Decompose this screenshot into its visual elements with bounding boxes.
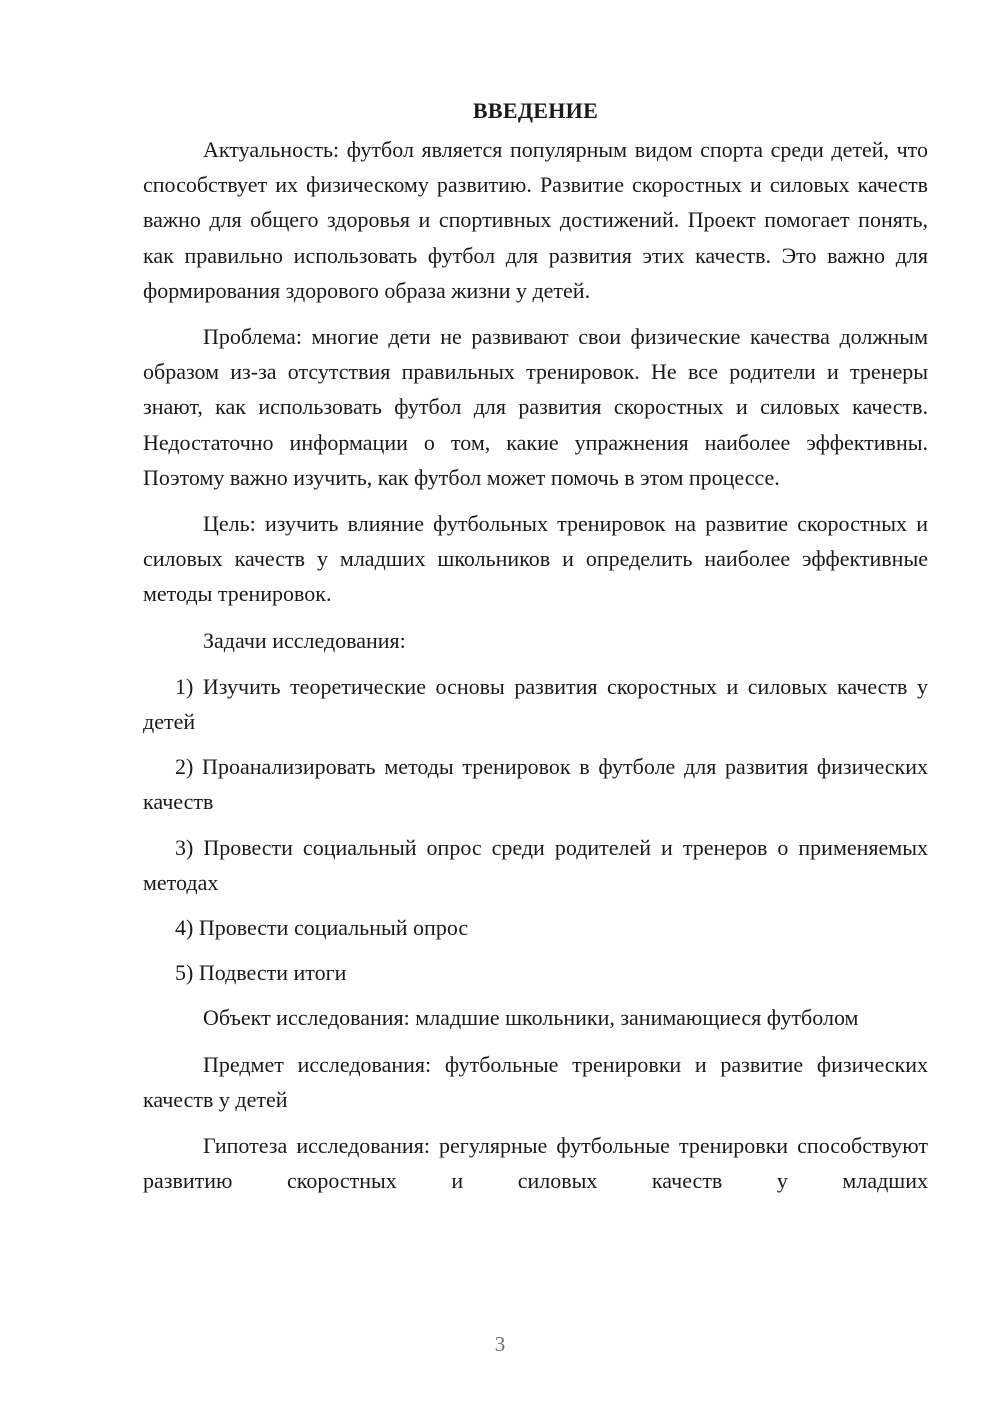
page-number: 3 [494,1332,506,1356]
page-title: ВВЕДЕНИЕ [472,98,599,123]
paragraph-relevance: Актуальность: футбол является популярным видом спорта среди детей, что способствует их физическому развитию. Развитие скоростных и силовых качеств важно для общего здоровья и спортивных достижений. Проект помогает понять, как правильно использовать футбол для развития этих качеств. Это важно для формирования здорового образа жизни у детей. [143,137,928,303]
list-item: 3) Провести социальный опрос среди родителей и тренеров о применяемых методах [143,834,928,895]
paragraph-object: Объект исследования: младшие школьники, занимающиеся футболом [203,1005,859,1031]
paragraph-subject: Предмет исследования: футбольные тренировки и развитие физических качеств у детей [143,1051,928,1112]
list-item: 4) Провести социальный опрос [175,915,469,941]
document-page [143,92,928,1209]
paragraph-hypothesis: Гипотеза исследования: регулярные футбольные тренировки способствуют развитию скоростных и силовых качеств у младших [143,1133,928,1194]
paragraph-problem: Проблема: многие дети не развивают свои физические качества должным образом из-за отсутствия правильных тренировок. Не все родители и тренеры знают, как использовать футбол для развития скоростных и силовых качеств. Недостаточно информации о том, какие упражнения наиболее эффективны. Поэтому важно изучить, как футбол может помочь в этом процессе. [143,324,928,490]
tasks-list [143,669,928,991]
list-item: 5) Подвести итоги [175,960,347,986]
list-item: 2) Проанализировать методы тренировок в футболе для развития физических качеств [143,754,928,815]
list-item: 1) Изучить теоретические основы развития скоростных и силовых качеств у детей [143,673,928,735]
tasks-title: Задачи исследования: [203,627,406,653]
paragraph-goal: Цель: изучить влияние футбольных тренировок на развитие скоростных и силовых качеств у младших школьников и определить наиболее эффективные методы тренировок. [143,511,928,607]
